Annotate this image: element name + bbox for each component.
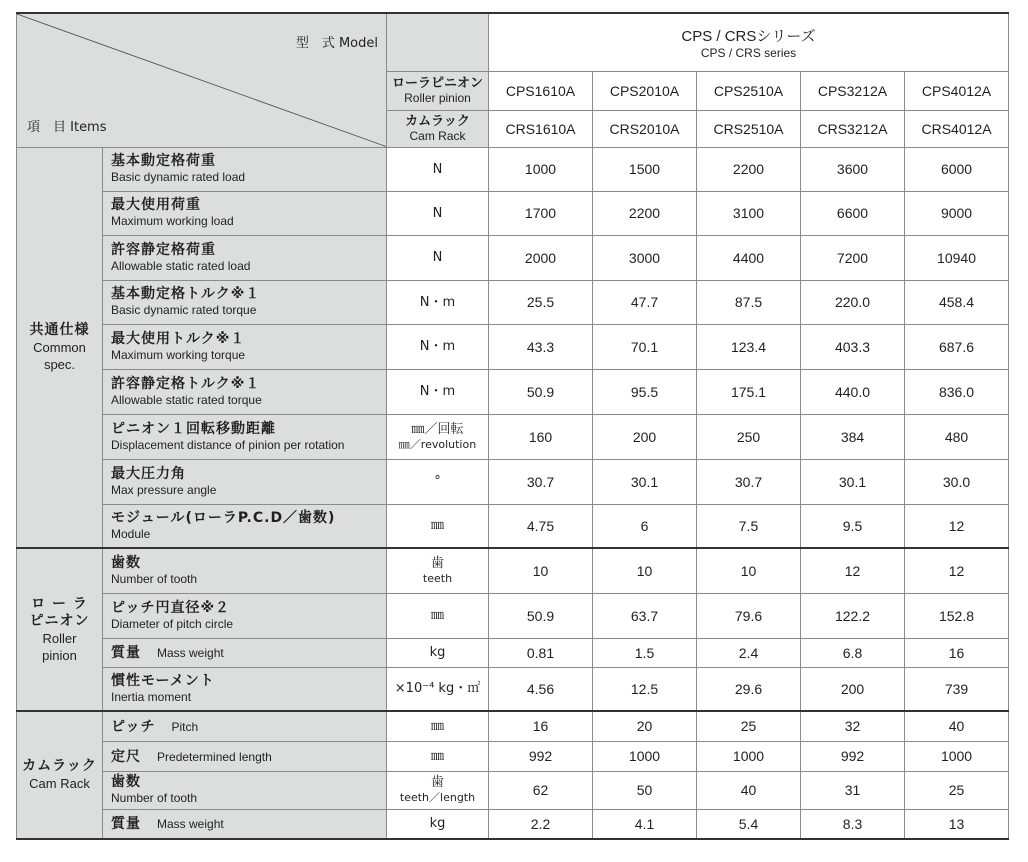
- item-label: [103, 414, 387, 459]
- group-label-jp2: ピニオン: [29, 612, 90, 629]
- series-header: [489, 13, 1009, 71]
- item-label: [103, 280, 387, 324]
- unit-cell: [387, 711, 489, 741]
- item-label: [103, 593, 387, 638]
- item-label: [103, 809, 387, 839]
- value-cell: 13: [905, 809, 1009, 839]
- item-label-en: Inertia moment: [111, 689, 192, 704]
- unit-primary: N: [432, 161, 443, 177]
- item-label-jp: ピニオン１回転移動距離: [111, 420, 276, 437]
- item-label-jp: ピッチ円直径※２: [111, 599, 231, 616]
- unit-cell: [387, 548, 489, 593]
- group-label-en2: spec.: [43, 356, 76, 372]
- value-cell: 687.6: [905, 324, 1009, 369]
- unit-primary: N・m: [419, 384, 456, 399]
- value-cell: 836.0: [905, 369, 1009, 414]
- rack-model-cell: CRS3212A: [801, 110, 905, 147]
- spec-row: [17, 324, 1009, 369]
- model-label: 型 式 Model: [295, 36, 378, 51]
- value-cell: 2.4: [697, 638, 801, 667]
- value-cell: 10: [697, 548, 801, 593]
- pinion-model-cell: CPS2510A: [697, 71, 801, 110]
- spec-row: [17, 667, 1009, 711]
- spec-row: [17, 235, 1009, 280]
- item-label-jp: 定尺: [111, 748, 141, 765]
- unit-primary: N・m: [419, 294, 456, 310]
- item-label-en: Allowable static rated torque: [111, 392, 262, 407]
- unit-primary: ㎜: [430, 608, 444, 623]
- value-cell: 40: [905, 711, 1009, 741]
- group-label-jp: カムラック: [22, 758, 97, 774]
- value-cell: 739: [905, 667, 1009, 711]
- unit-primary: ㎜: [430, 718, 444, 734]
- item-label-en: Number of tooth: [111, 791, 198, 805]
- value-cell: 458.4: [905, 280, 1009, 324]
- value-cell: 1000: [489, 147, 593, 191]
- pinion-model-cell: CPS2010A: [593, 71, 697, 110]
- value-cell: 3100: [697, 191, 801, 235]
- group-label-en1: Roller: [42, 630, 77, 646]
- value-cell: 79.6: [697, 593, 801, 638]
- item-label-jp: ピッチ: [111, 718, 156, 735]
- value-cell: 1000: [697, 741, 801, 771]
- value-cell: 6600: [801, 191, 905, 235]
- item-label-jp: 基本動定格トルク※１: [111, 286, 261, 302]
- item-label: [103, 369, 387, 414]
- spec-row: [17, 593, 1009, 638]
- unit-primary: ×10⁻⁴ kg・㎡: [394, 681, 481, 697]
- item-label: [103, 771, 387, 809]
- unit-cell: [387, 809, 489, 839]
- series-title-jp: CPS / CRSシリーズ: [681, 27, 816, 45]
- value-cell: 122.2: [801, 593, 905, 638]
- spec-row: [17, 504, 1009, 548]
- spec-row: [17, 147, 1009, 191]
- value-cell: 30.1: [593, 459, 697, 504]
- value-cell: 32: [801, 711, 905, 741]
- value-cell: 2200: [593, 191, 697, 235]
- item-label-jp: 最大圧力角: [111, 465, 186, 482]
- unit-cell: [387, 280, 489, 324]
- item-label: [103, 741, 387, 771]
- group-label: [17, 147, 103, 548]
- unit-primary: N: [432, 205, 443, 221]
- unit-primary: ㎜: [430, 518, 444, 534]
- value-cell: 384: [801, 414, 905, 459]
- value-cell: 200: [801, 667, 905, 711]
- item-label: [103, 191, 387, 235]
- unit-cell: [387, 147, 489, 191]
- spec-row: [17, 191, 1009, 235]
- value-cell: 220.0: [801, 280, 905, 324]
- value-cell: 30.1: [801, 459, 905, 504]
- item-label-jp: 歯数: [111, 554, 141, 571]
- unit-cell: [387, 667, 489, 711]
- value-cell: 992: [489, 741, 593, 771]
- value-cell: 16: [905, 638, 1009, 667]
- spec-row: [17, 548, 1009, 593]
- item-label-en: Diameter of pitch circle: [111, 616, 234, 631]
- unit-cell: [387, 771, 489, 809]
- value-cell: 2200: [697, 147, 801, 191]
- value-cell: 480: [905, 414, 1009, 459]
- value-cell: 200: [593, 414, 697, 459]
- unit-primary: 歯: [430, 775, 444, 790]
- value-cell: 1.5: [593, 638, 697, 667]
- value-cell: 62: [489, 771, 593, 809]
- type-header-blank: [387, 13, 489, 71]
- value-cell: 6000: [905, 147, 1009, 191]
- spec-table: [16, 12, 1009, 840]
- value-cell: 992: [801, 741, 905, 771]
- rack-model-cell: CRS2010A: [593, 110, 697, 147]
- unit-primary: N・m: [419, 339, 456, 354]
- pinion-type-header: [387, 71, 489, 110]
- pinion-model-cell: CPS4012A: [905, 71, 1009, 110]
- value-cell: 4400: [697, 235, 801, 280]
- item-label: [103, 638, 387, 667]
- rack-model-cell: CRS1610A: [489, 110, 593, 147]
- spec-row: [17, 638, 1009, 667]
- unit-secondary: teeth: [422, 571, 453, 585]
- unit-secondary: ㎜／revolution: [398, 437, 477, 451]
- value-cell: 175.1: [697, 369, 801, 414]
- item-label-en: Basic dynamic rated load: [111, 170, 246, 184]
- value-cell: 29.6: [697, 667, 801, 711]
- value-cell: 70.1: [593, 324, 697, 369]
- value-cell: 95.5: [593, 369, 697, 414]
- value-cell: 152.8: [905, 593, 1009, 638]
- unit-primary: kg: [429, 816, 446, 832]
- spec-row: [17, 414, 1009, 459]
- unit-primary: N: [432, 250, 443, 265]
- item-label-en: Basic dynamic rated torque: [111, 303, 257, 317]
- item-label-jp: 歯数: [111, 774, 141, 790]
- item-label-en: Predetermined length: [157, 749, 272, 764]
- unit-secondary: teeth／length: [399, 791, 476, 804]
- value-cell: 87.5: [697, 280, 801, 324]
- value-cell: 25: [905, 771, 1009, 809]
- item-label: [103, 711, 387, 741]
- item-label-en: Displacement distance of pinion per rotation: [111, 437, 345, 452]
- group-label-en2: pinion: [42, 647, 77, 663]
- value-cell: 12: [905, 504, 1009, 548]
- unit-cell: [387, 459, 489, 504]
- pinion-type-header-en: Roller pinion: [404, 90, 471, 105]
- unit-cell: [387, 235, 489, 280]
- pinion-model-cell: CPS1610A: [489, 71, 593, 110]
- unit-cell: [387, 324, 489, 369]
- value-cell: 63.7: [593, 593, 697, 638]
- value-cell: 1500: [593, 147, 697, 191]
- value-cell: 12: [905, 548, 1009, 593]
- item-label: [103, 147, 387, 191]
- item-label-en: Pitch: [171, 719, 199, 734]
- value-cell: 250: [697, 414, 801, 459]
- rack-type-header-en: Cam Rack: [409, 128, 466, 143]
- item-label-en: Mass weight: [157, 817, 224, 832]
- item-label-jp: 基本動定格荷重: [111, 153, 216, 169]
- pinion-type-header-jp: ローラピニオン: [391, 75, 483, 91]
- spec-row: [17, 459, 1009, 504]
- value-cell: 9.5: [801, 504, 905, 548]
- item-label: [103, 504, 387, 548]
- series-title-en: CPS / CRS series: [700, 45, 797, 60]
- value-cell: 7200: [801, 235, 905, 280]
- value-cell: 25: [697, 711, 801, 741]
- item-label: [103, 667, 387, 711]
- unit-primary: °: [434, 474, 441, 489]
- value-cell: 50: [593, 771, 697, 809]
- value-cell: 8.3: [801, 809, 905, 839]
- value-cell: 403.3: [801, 324, 905, 369]
- value-cell: 440.0: [801, 369, 905, 414]
- value-cell: 43.3: [489, 324, 593, 369]
- item-label-en: Allowable static rated load: [111, 258, 251, 273]
- value-cell: 30.7: [489, 459, 593, 504]
- value-cell: 3000: [593, 235, 697, 280]
- item-label-en: Module: [111, 526, 151, 541]
- value-cell: 40: [697, 771, 801, 809]
- group-label: [17, 711, 103, 839]
- value-cell: 31: [801, 771, 905, 809]
- value-cell: 7.5: [697, 504, 801, 548]
- item-label-en: Max pressure angle: [111, 482, 217, 497]
- rack-type-header: [387, 110, 489, 147]
- value-cell: 6.8: [801, 638, 905, 667]
- spec-row: [17, 771, 1009, 809]
- unit-primary: ㎜: [430, 748, 444, 764]
- item-label-jp: 最大使用トルク※１: [111, 330, 246, 347]
- value-cell: 20: [593, 711, 697, 741]
- value-cell: 10: [489, 548, 593, 593]
- value-cell: 3600: [801, 147, 905, 191]
- item-label: [103, 459, 387, 504]
- item-label-en: Maximum working torque: [111, 347, 246, 362]
- value-cell: 1000: [593, 741, 697, 771]
- item-label-en: Maximum working load: [111, 214, 234, 228]
- value-cell: 50.9: [489, 369, 593, 414]
- rack-type-header-jp: カムラック: [405, 113, 470, 129]
- value-cell: 30.7: [697, 459, 801, 504]
- value-cell: 10940: [905, 235, 1009, 280]
- item-label-jp: 質量: [111, 816, 141, 833]
- unit-cell: [387, 741, 489, 771]
- value-cell: 4.1: [593, 809, 697, 839]
- group-label: [17, 548, 103, 711]
- item-label-jp: 質量: [111, 645, 141, 661]
- spec-row: [17, 369, 1009, 414]
- item-label-en: Mass weight: [157, 646, 224, 660]
- item-label: [103, 548, 387, 593]
- value-cell: 47.7: [593, 280, 697, 324]
- value-cell: 4.75: [489, 504, 593, 548]
- group-label-jp: ロ ー ラ: [31, 595, 88, 612]
- item-label: [103, 324, 387, 369]
- value-cell: 12: [801, 548, 905, 593]
- value-cell: 160: [489, 414, 593, 459]
- group-label-en1: Cam Rack: [29, 776, 90, 791]
- value-cell: 1000: [905, 741, 1009, 771]
- value-cell: 1700: [489, 191, 593, 235]
- value-cell: 6: [593, 504, 697, 548]
- item-label-en: Number of tooth: [111, 571, 198, 586]
- unit-cell: [387, 504, 489, 548]
- item-label-jp: 最大使用荷重: [111, 197, 201, 213]
- value-cell: 2.2: [489, 809, 593, 839]
- item-label: [103, 235, 387, 280]
- value-cell: 30.0: [905, 459, 1009, 504]
- value-cell: 5.4: [697, 809, 801, 839]
- item-label-jp: 許容静定格荷重: [111, 241, 216, 258]
- value-cell: 25.5: [489, 280, 593, 324]
- spec-row: [17, 809, 1009, 839]
- rack-model-cell: CRS2510A: [697, 110, 801, 147]
- value-cell: 2000: [489, 235, 593, 280]
- item-label-jp: モジュール(ローラP.C.D／歯数): [111, 509, 336, 526]
- value-cell: 16: [489, 711, 593, 741]
- item-label-jp: 許容静定格トルク※１: [111, 375, 261, 392]
- spec-table-body: [17, 13, 1009, 839]
- rack-model-cell: CRS4012A: [905, 110, 1009, 147]
- group-label-jp: 共通仕様: [29, 321, 90, 338]
- spec-row: [17, 280, 1009, 324]
- value-cell: 10: [593, 548, 697, 593]
- items-label: 項 目 Items: [27, 120, 107, 135]
- pinion-model-cell: CPS3212A: [801, 71, 905, 110]
- unit-cell: [387, 191, 489, 235]
- spec-row: [17, 741, 1009, 771]
- value-cell: 50.9: [489, 593, 593, 638]
- value-cell: 9000: [905, 191, 1009, 235]
- unit-cell: [387, 414, 489, 459]
- unit-primary: 歯: [430, 555, 444, 571]
- spec-row: [17, 711, 1009, 741]
- unit-cell: [387, 593, 489, 638]
- value-cell: 0.81: [489, 638, 593, 667]
- unit-primary: ㎜／回転: [411, 421, 464, 437]
- value-cell: 123.4: [697, 324, 801, 369]
- value-cell: 4.56: [489, 667, 593, 711]
- unit-cell: [387, 638, 489, 667]
- item-label-jp: 慣性モーメント: [111, 672, 215, 689]
- unit-cell: [387, 369, 489, 414]
- group-label-en1: Common: [33, 339, 86, 355]
- value-cell: 12.5: [593, 667, 697, 711]
- unit-primary: kg: [429, 645, 446, 660]
- header-diagonal-cell: [17, 13, 387, 147]
